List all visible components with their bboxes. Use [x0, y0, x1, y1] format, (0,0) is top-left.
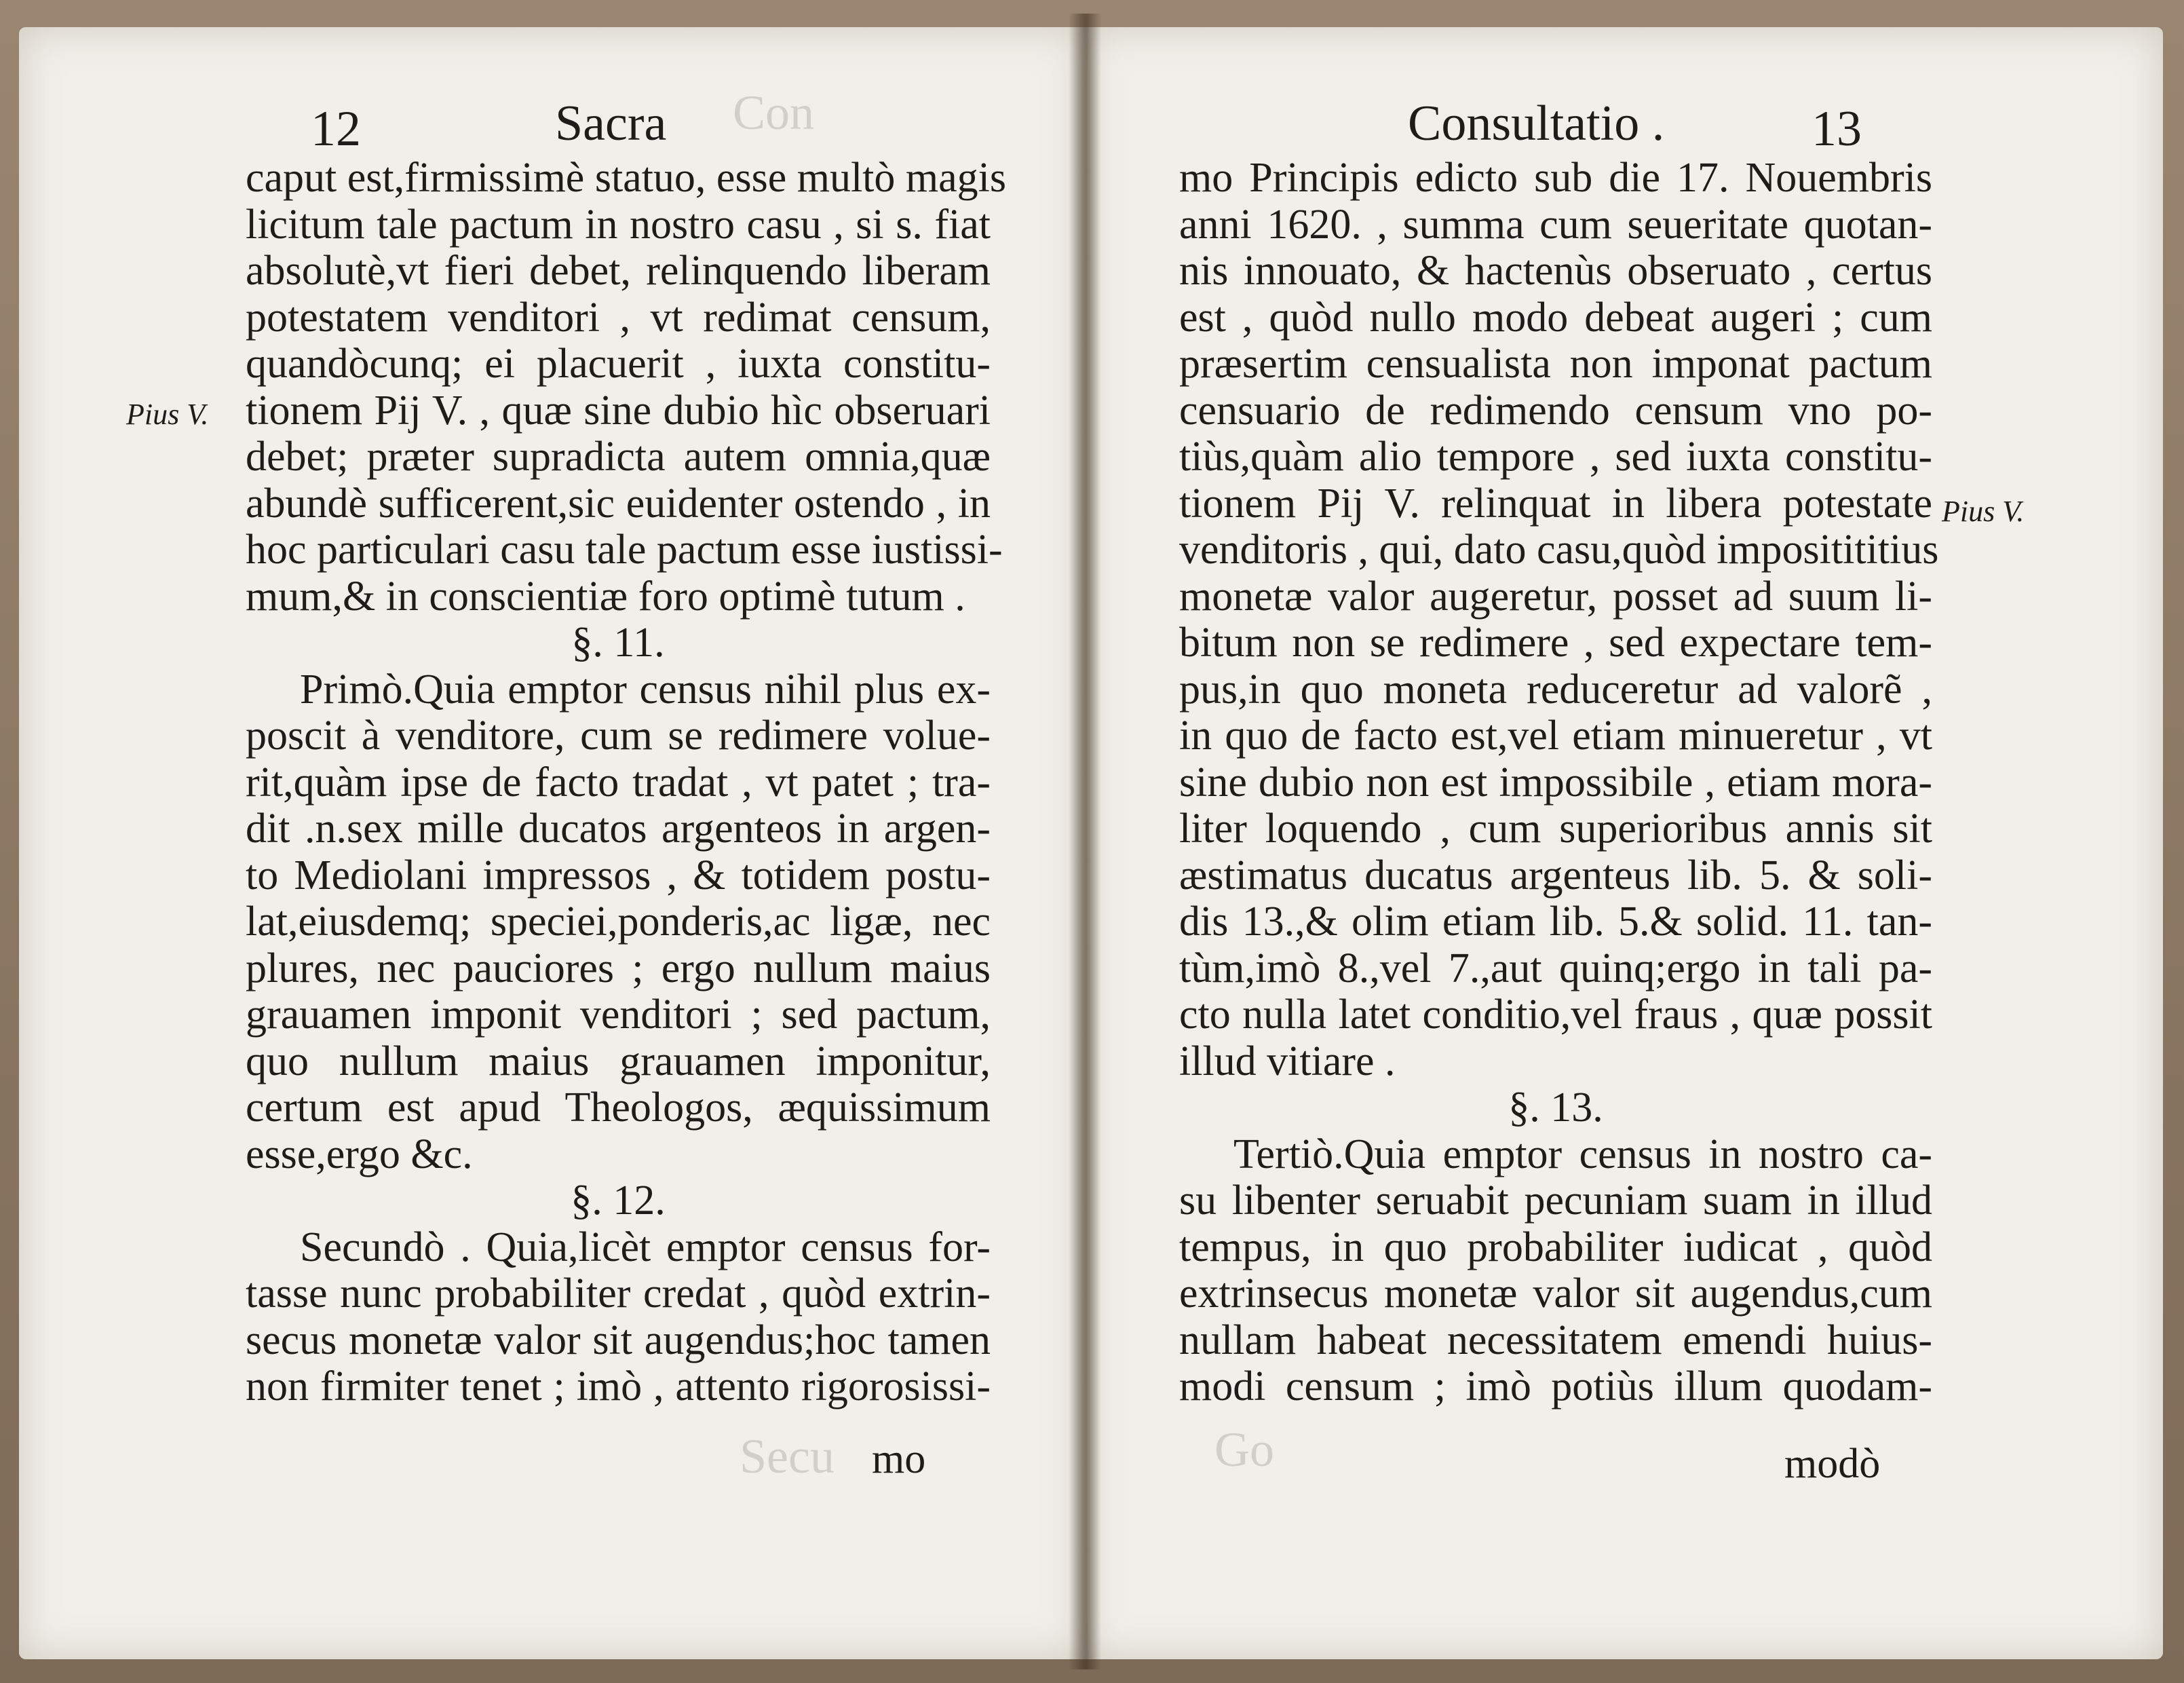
text-line: anni 1620. , summa cum seueritate quotan- [1179, 201, 1932, 248]
text-line: debet; præter supradicta autem omnia,quæ [246, 434, 991, 480]
text-line: cto nulla latet conditio,vel fraus , quæ possit [1179, 991, 1932, 1038]
text-line: in quo de facto est,vel etiam minueretur , vt [1179, 713, 1932, 759]
text-line: plures, nec pauciores ; ergo nullum maius [246, 945, 991, 991]
text-line: Primò.Quia emptor census nihil plus ex- [300, 666, 991, 713]
text-line: extrinsecus monetæ valor sit augendus,cum [1179, 1270, 1932, 1317]
text-line: mum,& in conscientiæ foro optimè tutum . [246, 573, 965, 620]
text-line: certum est apud Theologos, æquissimum [246, 1084, 991, 1131]
text-line: Tertiò.Quia emptor census in nostro ca- [1233, 1131, 1932, 1177]
section-heading: §. 11. [571, 620, 665, 666]
text-line: secus monetæ valor sit augendus;hoc tamen [246, 1317, 991, 1363]
text-line: absolutè,vt fieri debet, relinquendo liberam [246, 248, 991, 294]
left-text-block [246, 155, 1006, 1410]
text-line: dis 13.,& olim etiam lib. 5.& solid. 11. tan- [1179, 899, 1932, 945]
text-line: tiùs,quàm alio tempore , sed iuxta constitu- [1179, 434, 1932, 480]
right-text-block [1179, 155, 1939, 1410]
text-line: licitum tale pactum in nostro casu , si s. fiat [246, 201, 991, 248]
text-line: modi censum ; imò potiùs illum quodam- [1179, 1363, 1932, 1410]
text-line: tasse nunc probabiliter credat , quòd extrin- [246, 1270, 991, 1317]
text-line: quandòcunq; ei placuerit , iuxta constitu- [246, 341, 991, 387]
bleed-through-text: Secu [740, 1429, 835, 1483]
catchword: modò [1784, 1441, 1881, 1487]
text-line: nullam habeat necessitatem emendi huius- [1179, 1317, 1932, 1363]
text-line: illud vitiare . [1179, 1038, 1396, 1084]
section-heading: §. 12. [571, 1177, 666, 1224]
bleed-through-text: Con [733, 86, 815, 140]
text-line: to Mediolani impressos , & totidem postu- [246, 852, 991, 899]
text-line: tionem Pij V. relinquat in libera potestate [1179, 480, 1932, 527]
text-line: lat,eiusdemq; speciei,ponderis,ac ligæ, nec [246, 899, 991, 945]
text-line: Secundò . Quia,licèt emptor census for- [300, 1224, 991, 1270]
text-line: potestatem venditori , vt redimat censum, [246, 294, 991, 341]
text-line: liter loquendo , cum superioribus annis sit [1179, 806, 1932, 852]
text-line: bitum non se redimere , sed expectare tem- [1179, 620, 1932, 666]
bleed-through-text: Go [1214, 1422, 1274, 1477]
text-line: tempus, in quo probabiliter iudicat , quòd [1179, 1224, 1932, 1270]
running-head: Consultatio . [1408, 96, 1665, 151]
page-number: 12 [311, 101, 361, 157]
margin-note: Pius V. [126, 398, 209, 431]
text-line: caput est,firmissimè statuo, esse multò magis [246, 155, 1006, 201]
text-line: rit,quàm ipse de facto tradat , vt patet ; tra- [246, 759, 991, 806]
section-heading: §. 13. [1508, 1084, 1603, 1131]
text-line: hoc particulari casu tale pactum esse iustissi- [246, 527, 1003, 573]
text-line: grauamen imponit venditori ; sed pactum, [246, 991, 991, 1038]
text-line: pus,in quo moneta reduceretur ad valorẽ , [1179, 666, 1932, 713]
text-line: sine dubio non est impossibile , etiam mora- [1179, 759, 1932, 806]
text-line: dit .n.sex mille ducatos argenteos in argen- [246, 806, 991, 852]
text-line: censuario de redimendo censum vno po- [1179, 387, 1932, 434]
text-line: præsertim censualista non imponat pactum [1179, 341, 1932, 387]
text-line: est , quòd nullo modo debeat augeri ; cum [1179, 294, 1932, 341]
text-line: poscit à venditore, cum se redimere volue- [246, 713, 991, 759]
text-line: esse,ergo &c. [246, 1131, 473, 1177]
catchword: mo [872, 1436, 926, 1482]
text-line: monetæ valor augeretur, posset ad suum li- [1179, 573, 1932, 620]
page-number: 13 [1812, 101, 1862, 157]
text-line: æstimatus ducatus argenteus lib. 5. & soli- [1179, 852, 1932, 899]
text-line: mo Principis edicto sub die 17. Nouembris [1179, 155, 1932, 201]
text-line: tùm,imò 8.,vel 7.,aut quinq;ergo in tali pa- [1179, 945, 1932, 991]
text-line: su libenter seruabit pecuniam suam in illud [1179, 1177, 1932, 1224]
text-line: tionem Pij V. , quæ sine dubio hìc obseruari [246, 387, 991, 434]
text-line: venditoris , qui, dato casu,quòd impositititius [1179, 527, 1939, 573]
margin-note: Pius V. [1942, 495, 2025, 528]
text-line: abundè sufficerent,sic euidenter ostendo , in [246, 480, 991, 527]
text-line: nis innouato, & hactenùs obseruato , certus [1179, 248, 1932, 294]
book-gutter [1069, 14, 1101, 1669]
running-head: Sacra [555, 96, 667, 151]
text-line: non firmiter tenet ; imò , attento rigorosissi- [246, 1363, 991, 1410]
text-line: quo nullum maius grauamen imponitur, [246, 1038, 991, 1084]
